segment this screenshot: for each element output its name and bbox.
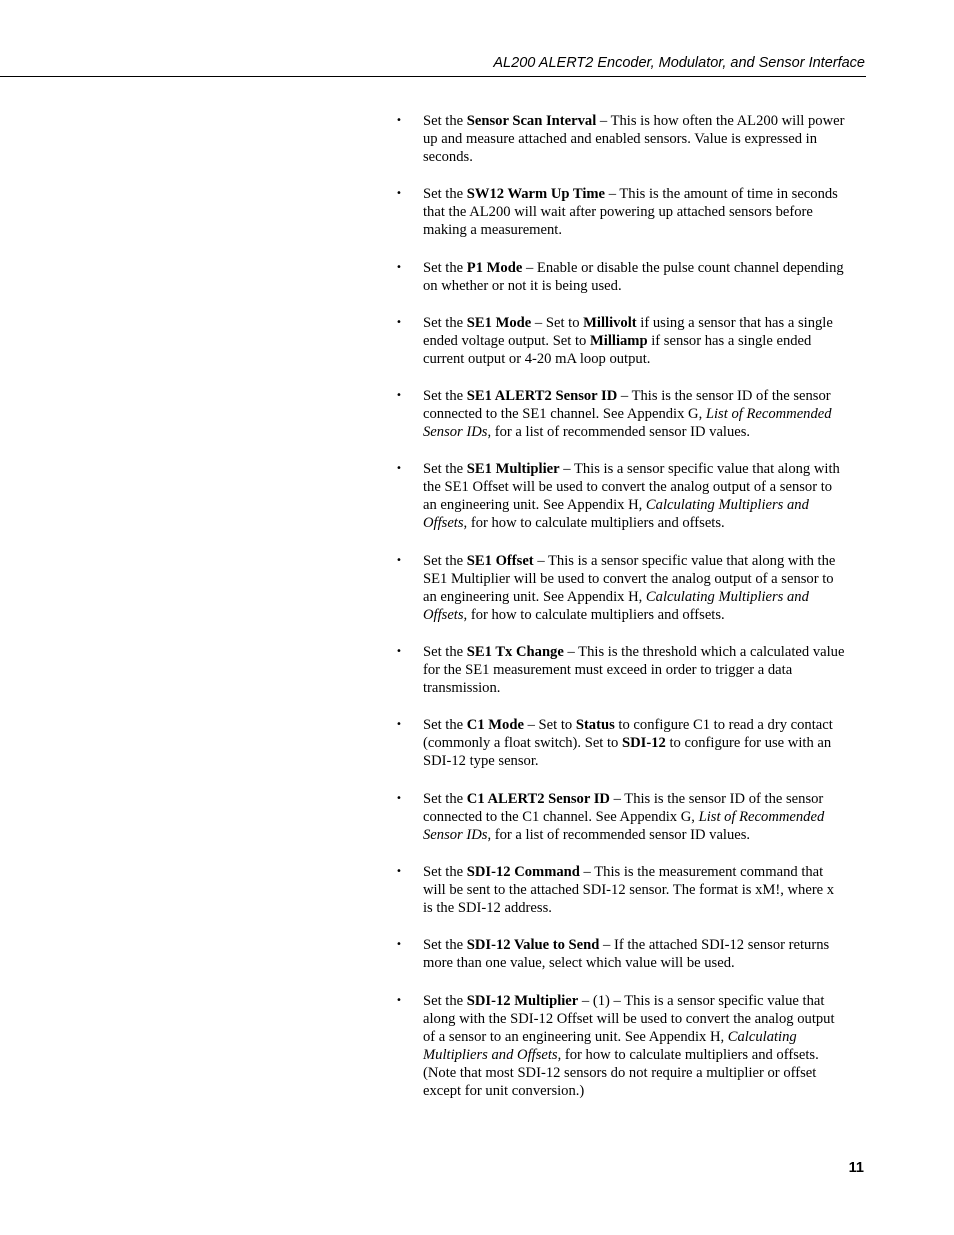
item-text: – If the attached SDI-12 sensor returns more than one value, select which value will be used. <box>423 937 830 972</box>
setting-bullet-item <box>396 790 846 844</box>
setting-name: SDI-12 Multiplier <box>466 992 579 1009</box>
item-text: , for how to calculate multipliers and offsets. <box>463 606 725 623</box>
setting-name: C1 ALERT2 Sensor ID <box>466 790 610 807</box>
setting-bullet-item <box>396 643 846 697</box>
settings-bullet-list <box>396 112 846 1119</box>
setting-name: SE1 ALERT2 Sensor ID <box>466 388 618 405</box>
setting-name: SE1 Multiplier <box>466 461 560 478</box>
item-text: , for how to calculate multipliers and offsets. <box>463 515 725 532</box>
item-text: – This is the sensor ID of the sensor connected to the SE1 channel. See Appendix G, <box>423 388 831 423</box>
item-text: Set the <box>423 790 467 807</box>
item-text: Set the <box>423 113 467 129</box>
setting-bullet-item <box>396 460 846 532</box>
bullet-glyph: • <box>396 554 402 566</box>
item-text: Set the <box>423 314 467 331</box>
appendix-title-reference: List of Recommended Sensor IDs <box>423 406 832 441</box>
item-text: if sensor has a single ended current output or 4-20 mA loop output. <box>423 332 812 367</box>
setting-name: C1 Mode <box>466 717 524 734</box>
setting-bullet-item <box>396 185 846 239</box>
setting-name: P1 Mode <box>466 259 523 276</box>
item-text: – This is the measurement command that will be sent to the attached SDI-12 sensor. The format is xM!, where x is the SDI-12 address. <box>423 863 835 916</box>
item-text: – Set to <box>531 314 584 331</box>
item-text: Set the <box>423 259 467 276</box>
item-text: – This is a sensor specific value that along with the SE1 Offset will be used to convert the analog output of a sensor to an engineering unit. See Appendix H, <box>423 461 840 514</box>
item-text: Set the <box>423 552 467 569</box>
bullet-glyph: • <box>396 463 402 475</box>
setting-bullet-item <box>396 863 846 917</box>
setting-bullet-item <box>396 259 846 295</box>
item-text: to configure C1 to read a dry contact (commonly a float switch). Set to <box>423 717 833 752</box>
bullet-glyph: • <box>396 390 402 402</box>
setting-name: SE1 Offset <box>466 552 534 569</box>
setting-name: Sensor Scan Interval <box>466 113 597 129</box>
item-text: – (1) – This is a sensor specific value that along with the SDI-12 Offset will be used to convert the analog output of a sensor to an engineering unit. See Appendix H, <box>423 992 835 1045</box>
bullet-glyph: • <box>396 719 402 731</box>
item-text: – Set to <box>523 717 576 734</box>
item-text: – Enable or disable the pulse count channel depending on whether or not it is being used. <box>423 259 844 294</box>
setting-bullet-item <box>396 552 846 624</box>
item-text: if using a sensor that has a single ended voltage output. Set to <box>423 314 833 349</box>
setting-bullet-item <box>396 112 846 166</box>
setting-name: SDI-12 <box>622 735 666 752</box>
bullet-glyph: • <box>396 865 402 877</box>
setting-name: SDI-12 Value to Send <box>466 937 600 954</box>
setting-bullet-item <box>396 992 846 1100</box>
item-text: Set the <box>423 863 467 880</box>
item-text: Set the <box>423 186 467 203</box>
item-text: Set the <box>423 937 467 954</box>
item-text: Set the <box>423 388 467 405</box>
page-number: 11 <box>848 1160 864 1176</box>
setting-bullet-item <box>396 716 846 770</box>
setting-name: SDI-12 Command <box>466 863 580 880</box>
bullet-glyph: • <box>396 939 402 951</box>
setting-name: Milliamp <box>590 332 648 349</box>
setting-bullet-item <box>396 314 846 368</box>
item-text: Set the <box>423 461 467 478</box>
bullet-glyph: • <box>396 792 402 804</box>
appendix-title-reference: Calculating Multipliers and Offsets <box>423 588 809 623</box>
setting-name: SW12 Warm Up Time <box>466 186 606 203</box>
appendix-title-reference: List of Recommended Sensor IDs <box>423 808 825 843</box>
bullet-glyph: • <box>396 316 402 328</box>
bullet-glyph: • <box>396 646 402 658</box>
item-text: Set the <box>423 717 467 734</box>
item-text: to configure for use with an SDI-12 type sensor. <box>423 735 832 770</box>
item-text: – This is a sensor specific value that along with the SE1 Multiplier will be used to convert the analog output of a sensor to an engineering unit. See Appendix H, <box>423 552 836 605</box>
setting-name: SE1 Tx Change <box>466 644 564 661</box>
item-text: Set the <box>423 992 467 1009</box>
running-header-title: AL200 ALERT2 Encoder, Modulator, and Sensor Interface <box>493 55 865 71</box>
setting-name: Status <box>575 717 615 734</box>
item-text: Set the <box>423 644 467 661</box>
item-text: – This is how often the AL200 will power up and measure attached and enabled sensors. Value is expressed in seconds. <box>423 113 845 165</box>
setting-name: Millivolt <box>583 314 637 331</box>
bullet-glyph: • <box>396 994 402 1006</box>
appendix-title-reference: Calculating Multipliers and Offsets <box>423 1028 797 1063</box>
setting-bullet-item <box>396 387 846 441</box>
item-text: , for a list of recommended sensor ID values. <box>487 826 751 843</box>
setting-bullet-item <box>396 936 846 972</box>
item-text: , for how to calculate multipliers and offsets. (Note that most SDI-12 sensors do not require a multiplier or offset except for unit conversion.) <box>423 1046 819 1099</box>
appendix-title-reference: Calculating Multipliers and Offsets <box>423 497 809 532</box>
bullet-glyph: • <box>396 188 402 200</box>
header-divider <box>0 76 866 77</box>
item-text: – This is the amount of time in seconds that the AL200 will wait after powering up attached sensors before making a measurement. <box>423 186 838 239</box>
item-text: , for a list of recommended sensor ID values. <box>487 424 751 441</box>
setting-name: SE1 Mode <box>466 314 532 331</box>
bullet-glyph: • <box>396 115 402 126</box>
bullet-glyph: • <box>396 261 402 273</box>
item-text: – This is the sensor ID of the sensor connected to the C1 channel. See Appendix G, <box>423 790 824 825</box>
item-text: – This is the threshold which a calculated value for the SE1 measurement must exceed in order to trigger a data transmission. <box>423 644 845 697</box>
